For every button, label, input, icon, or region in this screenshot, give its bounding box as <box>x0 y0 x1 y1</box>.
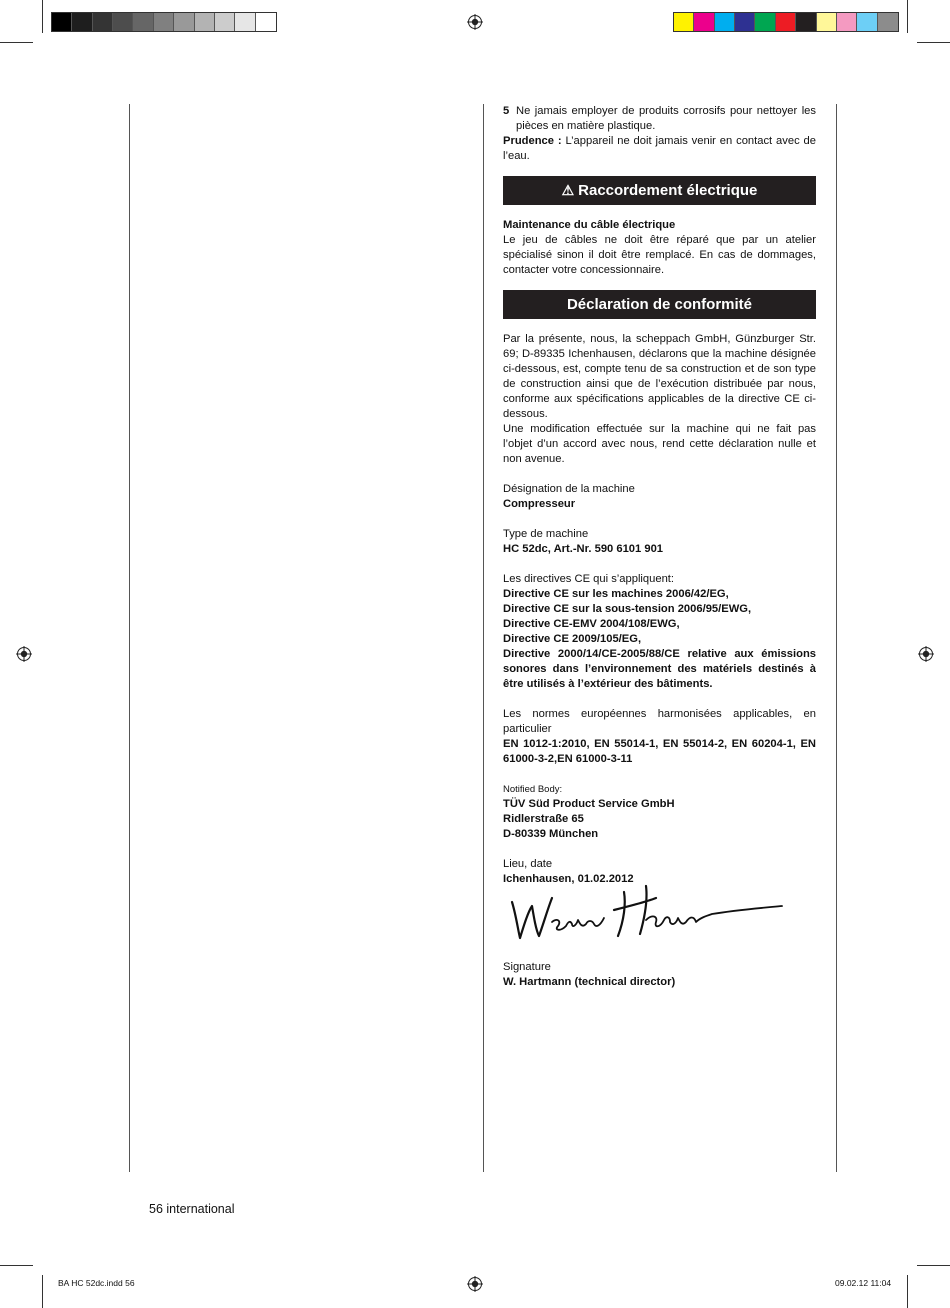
color-swatch <box>857 13 877 31</box>
column-rule <box>129 104 130 1172</box>
color-swatch <box>776 13 796 31</box>
color-swatch <box>674 13 694 31</box>
color-swatch <box>755 13 775 31</box>
paragraph: Par la présente, nous, la scheppach GmbH, Günzburger Str. 69; D-89335 Ichenhausen, déclarons que la machine désignée ci-dessous, est, compte tenu de sa construction et de son type de construction ainsi que de l’exécution distribuée par nous, conforme aux spécifications applicables de la directive CE ci-dessous. <box>503 333 816 420</box>
list-item-text: Ne jamais employer de produits corrosifs pour nettoyer les pièces en matière plastique. <box>516 105 816 132</box>
caution-note <box>503 134 816 164</box>
color-swatch <box>154 13 174 31</box>
color-swatch <box>735 13 755 31</box>
caution-label: Prudence : <box>503 135 562 147</box>
text-column <box>503 104 816 887</box>
subheading: Maintenance du câble électrique <box>503 219 676 231</box>
color-swatch <box>195 13 215 31</box>
field-label: Notified Body: <box>503 784 563 795</box>
notified-body-line: Ridlerstraße 65 <box>503 813 584 825</box>
directive-line: Directive CE sur la sous-tension 2006/95/EWG, <box>503 603 752 615</box>
grayscale-color-bar <box>51 12 277 32</box>
paragraph: Le jeu de câbles ne doit être réparé que par un atelier spécialisé sinon il doit être remplacé. En cas de dommages, contacter votre concessionnaire. <box>503 234 816 276</box>
paragraph: Une modification effectuée sur la machine qui ne fait pas l’objet d’un accord avec nous, rend cette déclaration nulle et non avenue. <box>503 423 816 465</box>
field-value: Ichenhausen, 01.02.2012 <box>503 873 634 885</box>
registration-mark-icon <box>918 646 934 662</box>
registration-mark-icon <box>467 14 483 30</box>
field-label: Les normes européennes harmonisées applicables, en particulier <box>503 708 816 735</box>
color-swatch <box>796 13 816 31</box>
notified-body-line: TÜV Süd Product Service GmbH <box>503 798 675 810</box>
section-heading-electrical <box>503 176 816 205</box>
field-label: Les directives CE qui s’appliquent: <box>503 573 675 585</box>
color-swatch <box>93 13 113 31</box>
color-swatch <box>235 13 255 31</box>
section-heading-text: Raccordement électrique <box>578 182 758 199</box>
field-value: HC 52dc, Art.-Nr. 590 6101 901 <box>503 543 664 555</box>
handwritten-signature <box>506 880 786 946</box>
field-label: Type de machine <box>503 528 589 540</box>
color-swatch <box>715 13 735 31</box>
directive-line: Directive 2000/14/CE-2005/88/CE relative aux émissions sonores dans l’environnement des matériels destinés à être utilisés à l’extérieur des bâtiments. <box>503 648 816 690</box>
field-label: Désignation de la machine <box>503 483 635 495</box>
column-rule <box>483 104 484 1172</box>
color-swatch <box>113 13 133 31</box>
color-swatch <box>72 13 92 31</box>
directive-line: Directive CE 2009/105/EG, <box>503 633 642 645</box>
color-swatch <box>133 13 153 31</box>
registration-mark-icon <box>16 646 32 662</box>
notified-body-line: D-80339 München <box>503 828 599 840</box>
field-value: EN 1012-1:2010, EN 55014-1, EN 55014-2, EN 60204-1, EN 61000-3-2,EN 61000-3-11 <box>503 738 816 765</box>
color-swatch <box>256 13 276 31</box>
field-value: W. Hartmann (technical director) <box>503 976 676 988</box>
color-swatch <box>215 13 235 31</box>
field-label: Lieu, date <box>503 858 553 870</box>
section-heading-text: Déclaration de conformité <box>566 296 753 313</box>
color-swatch <box>52 13 72 31</box>
field-label: Signature <box>503 961 551 973</box>
color-swatch <box>878 13 898 31</box>
warning-triangle-icon: ⚠ <box>561 182 575 198</box>
registration-mark-icon <box>467 1276 483 1292</box>
caution-text: L’appareil ne doit jamais venir en contact avec de l’eau. <box>503 135 816 162</box>
directive-line: Directive CE-EMV 2004/108/EWG, <box>503 618 680 630</box>
page-number: 56 international <box>149 1202 235 1216</box>
cmyk-color-bar <box>673 12 899 32</box>
list-item-number: 5 <box>503 105 510 117</box>
color-swatch <box>694 13 714 31</box>
directive-line: Directive CE sur les machines 2006/42/EG, <box>503 588 729 600</box>
slug-filename: BA HC 52dc.indd 56 <box>58 1278 135 1288</box>
list-item <box>503 104 816 134</box>
color-swatch <box>174 13 194 31</box>
column-rule <box>836 104 837 1172</box>
field-value: Compresseur <box>503 498 576 510</box>
color-swatch <box>817 13 837 31</box>
signature-block <box>503 960 816 990</box>
color-swatch <box>837 13 857 31</box>
section-heading-conformity <box>503 290 816 319</box>
slug-datetime: 09.02.12 11:04 <box>835 1278 892 1288</box>
